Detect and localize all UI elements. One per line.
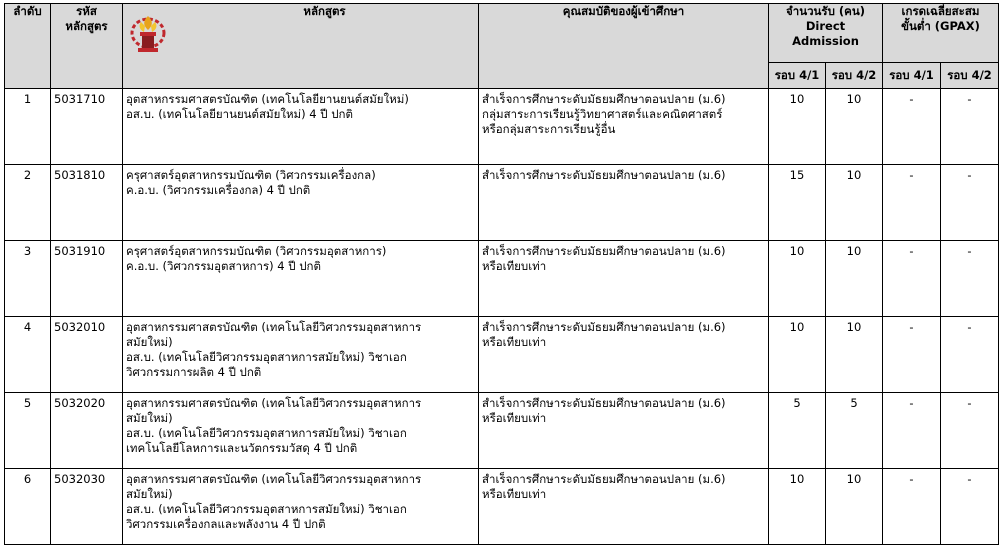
cell-quota-42: 10 [826, 89, 883, 165]
header-gpax-round-42: รอบ 4/2 [941, 63, 999, 89]
program-line: อุตสาหกรรมศาสตรบัณฑิต (เทคโนโลยีวิศวกรรมอุตสาหการ [126, 472, 422, 486]
header-quota-round-41: รอบ 4/1 [769, 63, 826, 89]
cell-order: 5 [5, 393, 51, 469]
table-row [5, 241, 999, 317]
cell-code: 5031810 [51, 165, 123, 241]
qualification-line: หรือกลุ่มสาระการเรียนรู้อื่น [482, 122, 616, 136]
table-body [5, 89, 999, 545]
cell-quota-41: 10 [769, 469, 826, 545]
cell-quota-42: 5 [826, 393, 883, 469]
header-gpax-line2: ขั้นต่ำ (GPAX) [901, 19, 980, 33]
program-line: เทคโนโลยีโลหการและนวัตกรรมวัสดุ 4 ปี ปกติ [126, 441, 358, 455]
program-line: อุตสาหกรรมศาสตรบัณฑิต (เทคโนโลยียานยนต์สมัยใหม่) [126, 92, 409, 106]
header-code: รหัส หลักสูตร [51, 4, 123, 89]
cell-qualification [479, 469, 769, 545]
program-line: อส.บ. (เทคโนโลยีวิศวกรรมอุตสาหการสมัยใหม่) วิชาเอก [126, 350, 407, 364]
cell-qualification [479, 165, 769, 241]
table-row [5, 165, 999, 241]
header-program [123, 4, 479, 89]
university-crest-icon [128, 12, 168, 56]
cell-code: 5031910 [51, 241, 123, 317]
header-qualification: คุณสมบัติของผู้เข้าศึกษา [479, 4, 769, 89]
qualification-line: สำเร็จการศึกษาระดับมัธยมศึกษาตอนปลาย (ม.6) [482, 472, 726, 486]
cell-qualification [479, 241, 769, 317]
cell-gpax-41: - [883, 469, 941, 545]
header-quota-line2: Direct Admission [792, 19, 859, 48]
cell-order: 2 [5, 165, 51, 241]
cell-gpax-42: - [941, 89, 999, 165]
cell-gpax-41: - [883, 89, 941, 165]
program-line: วิศวกรรมเครื่องกลและพลังงาน 4 ปี ปกติ [126, 517, 326, 531]
cell-gpax-42: - [941, 317, 999, 393]
cell-program [123, 89, 479, 165]
qualification-line: กลุ่มสาระการเรียนรู้วิทยาศาสตร์และคณิตศาสตร์ [482, 107, 723, 121]
cell-code: 5032020 [51, 393, 123, 469]
program-line: อส.บ. (เทคโนโลยียานยนต์สมัยใหม่) 4 ปี ปกติ [126, 107, 353, 121]
admission-table [4, 3, 999, 545]
cell-quota-42: 10 [826, 317, 883, 393]
header-gpax [883, 4, 999, 63]
cell-gpax-41: - [883, 241, 941, 317]
cell-qualification [479, 89, 769, 165]
cell-gpax-41: - [883, 393, 941, 469]
cell-order: 3 [5, 241, 51, 317]
cell-quota-42: 10 [826, 241, 883, 317]
cell-gpax-42: - [941, 393, 999, 469]
qualification-line: หรือเทียบเท่า [482, 487, 547, 501]
qualification-line: สำเร็จการศึกษาระดับมัธยมศึกษาตอนปลาย (ม.6) [482, 244, 726, 258]
cell-qualification [479, 317, 769, 393]
cell-code: 5031710 [51, 89, 123, 165]
cell-quota-42: 10 [826, 165, 883, 241]
program-line: อุตสาหกรรมศาสตรบัณฑิต (เทคโนโลยีวิศวกรรมอุตสาหการ [126, 396, 422, 410]
header-quota-line1: จำนวนรับ (คน) [786, 4, 865, 18]
cell-order: 4 [5, 317, 51, 393]
cell-quota-41: 15 [769, 165, 826, 241]
table-row [5, 469, 999, 545]
cell-order: 6 [5, 469, 51, 545]
program-line: อส.บ. (เทคโนโลยีวิศวกรรมอุตสาหการสมัยใหม่) วิชาเอก [126, 426, 407, 440]
cell-program [123, 241, 479, 317]
qualification-line: หรือเทียบเท่า [482, 259, 547, 273]
cell-quota-41: 5 [769, 393, 826, 469]
cell-program [123, 393, 479, 469]
header-gpax-line1: เกรดเฉลี่ยสะสม [901, 4, 980, 18]
qualification-line: สำเร็จการศึกษาระดับมัธยมศึกษาตอนปลาย (ม.6) [482, 320, 726, 334]
program-line: ครุศาสตร์อุตสาหกรรมบัณฑิต (วิศวกรรมอุตสาหการ) [126, 244, 387, 258]
qualification-line: หรือเทียบเท่า [482, 335, 547, 349]
cell-program [123, 165, 479, 241]
table-row [5, 393, 999, 469]
program-line: อส.บ. (เทคโนโลยีวิศวกรรมอุตสาหการสมัยใหม่) วิชาเอก [126, 502, 407, 516]
cell-quota-41: 10 [769, 317, 826, 393]
header-quota-round-42: รอบ 4/2 [826, 63, 883, 89]
program-line: สมัยใหม่) [126, 335, 173, 349]
program-line: สมัยใหม่) [126, 411, 173, 425]
cell-gpax-41: - [883, 165, 941, 241]
cell-order: 1 [5, 89, 51, 165]
cell-program [123, 317, 479, 393]
header-quota [769, 4, 883, 63]
cell-gpax-42: - [941, 241, 999, 317]
header-program-label: หลักสูตร [303, 4, 346, 18]
cell-code: 5032010 [51, 317, 123, 393]
program-line: วิศวกรรมการผลิต 4 ปี ปกติ [126, 365, 262, 379]
qualification-line: หรือเทียบเท่า [482, 411, 547, 425]
qualification-line: สำเร็จการศึกษาระดับมัธยมศึกษาตอนปลาย (ม.6) [482, 92, 726, 106]
program-line: สมัยใหม่) [126, 487, 173, 501]
cell-gpax-41: - [883, 317, 941, 393]
program-line: อุตสาหกรรมศาสตรบัณฑิต (เทคโนโลยีวิศวกรรมอุตสาหการ [126, 320, 422, 334]
header-order: ลำดับ [5, 4, 51, 89]
cell-quota-42: 10 [826, 469, 883, 545]
cell-gpax-42: - [941, 165, 999, 241]
header-gpax-round-41: รอบ 4/1 [883, 63, 941, 89]
program-line: ครุศาสตร์อุตสาหกรรมบัณฑิต (วิศวกรรมเครื่องกล) [126, 168, 376, 182]
cell-gpax-42: - [941, 469, 999, 545]
program-line: ค.อ.บ. (วิศวกรรมอุตสาหการ) 4 ปี ปกติ [126, 259, 321, 273]
cell-qualification [479, 393, 769, 469]
table-row [5, 317, 999, 393]
cell-program [123, 469, 479, 545]
qualification-line: สำเร็จการศึกษาระดับมัธยมศึกษาตอนปลาย (ม.6) [482, 396, 726, 410]
qualification-line: สำเร็จการศึกษาระดับมัธยมศึกษาตอนปลาย (ม.6) [482, 168, 726, 182]
cell-quota-41: 10 [769, 89, 826, 165]
table-row [5, 89, 999, 165]
program-line: ค.อ.บ. (วิศวกรรมเครื่องกล) 4 ปี ปกติ [126, 183, 311, 197]
cell-code: 5032030 [51, 469, 123, 545]
cell-quota-41: 10 [769, 241, 826, 317]
